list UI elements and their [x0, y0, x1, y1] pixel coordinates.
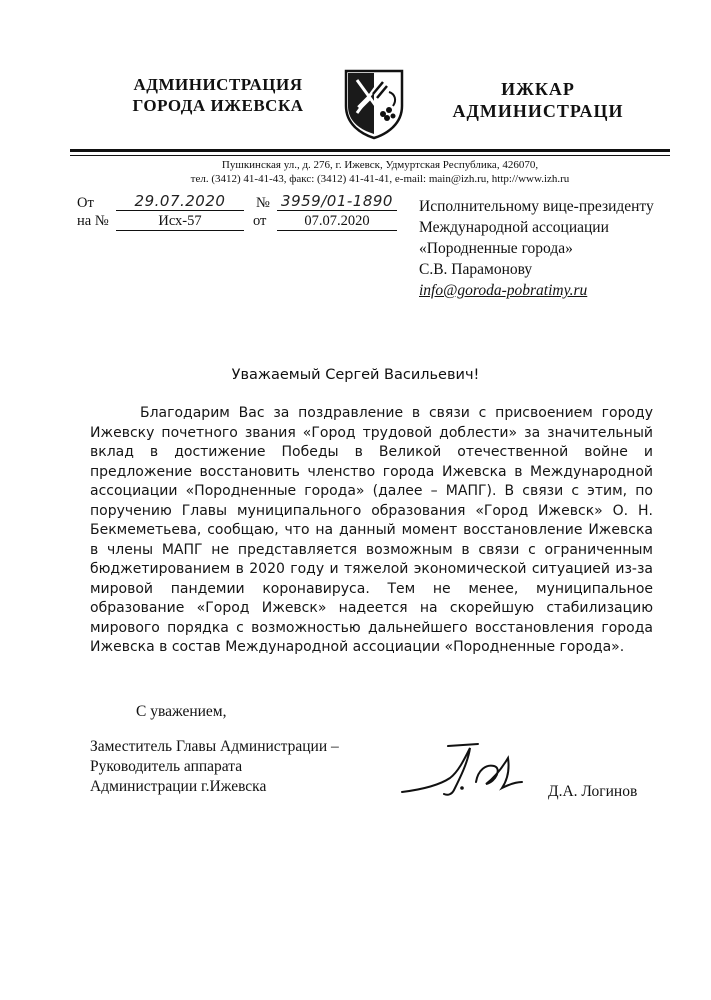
reference-date-label: от	[253, 213, 267, 229]
signatory-title-line1: Заместитель Главы Администрации –	[90, 738, 339, 755]
header-divider-thick	[70, 149, 670, 152]
recipient-line3: «Породненные города»	[419, 240, 573, 257]
city-coat-of-arms-icon	[343, 68, 405, 140]
letter-greeting: Уважаемый Сергей Васильевич!	[231, 367, 480, 383]
signatory-name: Д.А. Логинов	[548, 783, 638, 800]
signatory-title	[90, 737, 339, 797]
recipient-email-link[interactable]: info@goroda-pobratimy.ru	[419, 282, 588, 299]
signatory-title-line2: Руководитель аппарата	[90, 758, 243, 775]
recipient-line2: Международной ассоциации	[419, 219, 609, 236]
reference-number: Исх-57	[116, 212, 244, 231]
contacts-line: тел. (3412) 41-41-43, факс: (3412) 41-41-41, e-mail: main@izh.ru, http://www.izh.ru	[190, 173, 570, 185]
recipient-block	[419, 196, 654, 301]
header-right-line2: АДМИНИСТРАЦИ	[452, 101, 624, 121]
header-divider-thin	[70, 155, 670, 156]
reference-date: 07.07.2020	[277, 212, 397, 231]
header-left-line2: ГОРОДА ИЖЕВСКА	[132, 96, 304, 115]
number-label: №	[256, 195, 270, 211]
header-right-title	[438, 78, 638, 122]
handwritten-signature	[398, 738, 528, 798]
reference-label: на №	[77, 213, 109, 229]
letter-closing: С уважением,	[136, 703, 227, 720]
recipient-line4: С.В. Парамонову	[419, 261, 533, 278]
recipient-line1: Исполнительному вице-президенту	[419, 198, 654, 215]
signatory-title-line3: Администрации г.Ижевска	[90, 778, 267, 795]
address-line: Пушкинская ул., д. 276, г. Ижевск, Удмуртская Республика, 426070,	[221, 159, 539, 171]
header-right-line1: ИЖКАР	[501, 79, 575, 99]
header-left-line1: АДМИНИСТРАЦИЯ	[133, 75, 303, 94]
from-label: От	[77, 195, 94, 211]
outgoing-date: 29.07.2020	[116, 192, 244, 211]
letter-body: Благодарим Вас за поздравление в связи с присвоением городу Ижевску почетного звания «Город трудовой доблести» за значительный вклад в достижение Победы в Великой отечественной войне и предложение восстановить членство города Ижевска в Международной ассоциации «Породненные города» (далее – МАПГ). В связи с этим, по поручению Главы муниципального образования «Город Ижевск» О. Н. Бекмеметьева, сообщаю, что на данный момент восстановление Ижевска в члены МАПГ не представляется возможным в связи с ограниченным бюджетированием в 2020 году и тяжелой экономической ситуацией из-за мировой пандемии коронавируса. Тем не менее, муниципальное образование «Город Ижевск» надеется на скорейшую стабилизацию мирового порядка с возможностью дальнейшего восстановления города Ижевска в состав Международной ассоциации «Породненные города».	[90, 405, 653, 655]
header-left-title	[118, 74, 318, 116]
outgoing-number: 3959/01-1890	[277, 192, 397, 211]
